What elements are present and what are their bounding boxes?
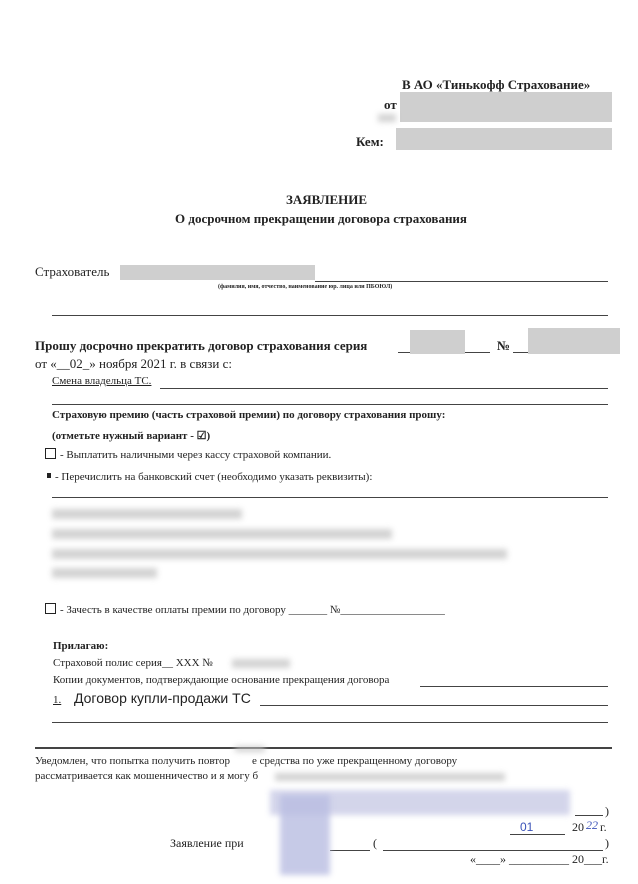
date-suffix: г.	[600, 820, 607, 834]
doc-title: ЗАЯВЛЕНИЕ	[286, 192, 368, 207]
number-label: №	[497, 338, 511, 353]
redacted-insured	[120, 265, 315, 280]
bank-line	[52, 497, 608, 498]
redacted-by	[396, 128, 612, 150]
checkbox-offset[interactable]	[45, 603, 56, 614]
redacted-bank-1	[52, 509, 242, 519]
insured-label: Страхователь	[35, 264, 110, 279]
doc-subtitle: О досрочном прекращении договора страхования	[175, 211, 467, 226]
date-month: 01	[520, 820, 534, 834]
signature-stroke	[280, 795, 330, 875]
attach-policy: Страховой полис серия__ XXX №	[53, 657, 213, 669]
option-bank-label: - Перечислить на банковский счет (необходимо указать реквизиты):	[55, 471, 373, 483]
sign-close: )	[605, 804, 609, 818]
attach-title: Прилагаю:	[53, 640, 109, 652]
premium-hint: (отметьте нужный вариант - ☑)	[52, 430, 211, 442]
redacted-number	[528, 328, 620, 354]
notice-line-2: рассматривается как мошенничество и я могу б	[35, 770, 259, 782]
redacted-policy	[232, 659, 290, 668]
redacted-series	[410, 330, 465, 354]
divider	[35, 747, 612, 749]
request-date: от «__02_» ноября 2021 г. в связи с:	[35, 356, 232, 371]
date-year: 20	[572, 820, 584, 834]
date-year-hand: 22	[586, 818, 598, 832]
redacted-notice	[275, 773, 505, 781]
accepted-paren: (	[373, 836, 377, 850]
accepted-label: Заявление при	[170, 836, 244, 850]
request-text: Прошу досрочно прекратить договор страхования серия	[35, 338, 368, 353]
accepted-line	[330, 850, 370, 851]
accepted-date: «____» __________ 20___г.	[470, 852, 609, 866]
accepted-name-line	[383, 850, 603, 851]
accepted-close: )	[605, 836, 609, 850]
reason: Смена владельца ТС.	[52, 375, 152, 387]
redacted-bank-2	[52, 529, 392, 539]
attach-item-num: 1.	[53, 694, 62, 706]
checkbox-bank-checked[interactable]	[47, 473, 51, 478]
redacted-mark	[378, 114, 396, 122]
by-label: Кем:	[356, 134, 384, 149]
option-offset[interactable]	[45, 603, 445, 616]
redacted-notice-2	[235, 746, 265, 752]
redacted-bank-3	[52, 549, 507, 559]
redacted-from	[400, 92, 612, 122]
option-cash-label: - Выплатить наличными через кассу страховой компании.	[60, 449, 332, 461]
attach-copies: Копии документов, подтверждающие основание прекращения договора	[53, 674, 390, 686]
item-line-2	[52, 722, 608, 723]
blank-line	[52, 315, 608, 316]
option-cash[interactable]	[45, 448, 331, 461]
premium-title: Страховую премию (часть страховой премии) по договору страхования прошу:	[52, 409, 446, 421]
date-line	[510, 834, 565, 835]
reason-line-2	[52, 404, 608, 405]
notice-line-1: Уведомлен, что попытка получить повтор е средства по уже прекращенному договору	[35, 755, 458, 767]
recipient: В АО «Тинькофф Страхование»	[402, 77, 591, 92]
option-bank[interactable]	[47, 471, 372, 483]
copies-line	[420, 686, 608, 687]
insured-caption: (фамилия, имя, отчество, наименование юр. лица или ПБОЮЛ)	[218, 284, 393, 290]
sign-line	[575, 815, 603, 816]
attach-item: Договор купли-продажи ТС	[74, 690, 251, 706]
insured-line	[315, 281, 608, 282]
from-label: от	[384, 97, 397, 112]
option-offset-label: - Зачесть в качестве оплаты премии по договору _______ №___________________	[60, 604, 445, 616]
item-line	[260, 705, 608, 706]
redacted-bank-4	[52, 568, 157, 578]
reason-line	[160, 388, 608, 389]
checkbox-cash[interactable]	[45, 448, 56, 459]
